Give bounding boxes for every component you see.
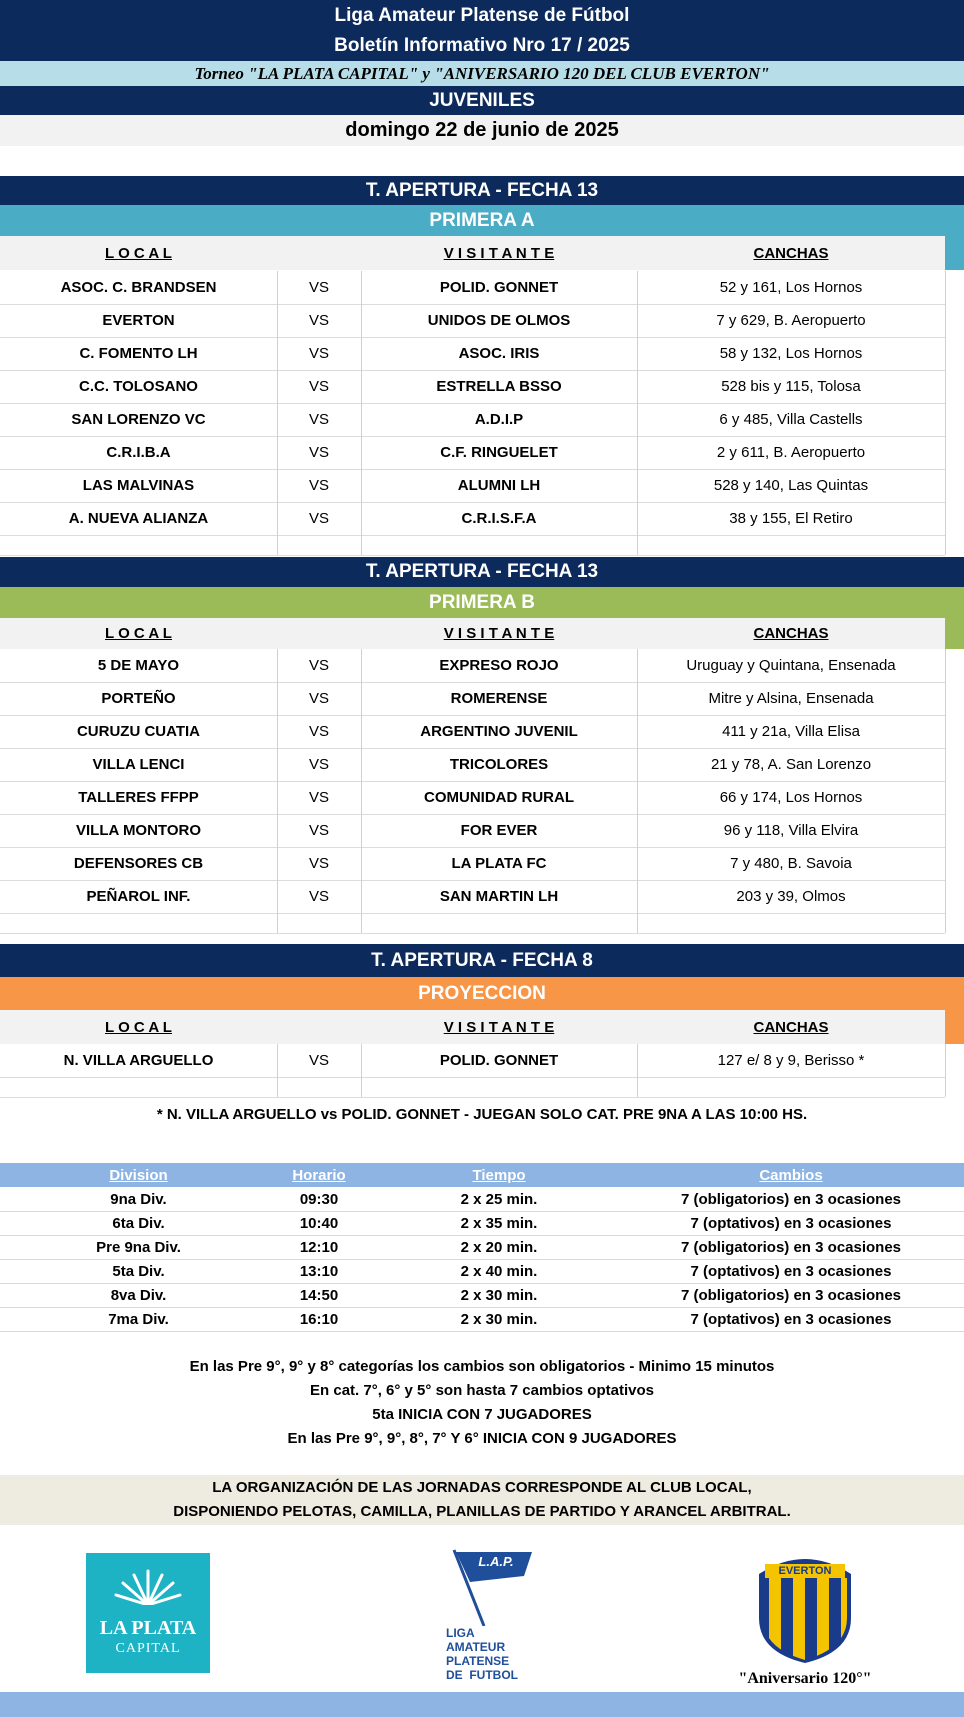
column-divider <box>637 271 638 555</box>
tournament-title: Torneo "LA PLATA CAPITAL" y "ANIVERSARIO 120 DEL CLUB EVERTON" <box>0 61 964 86</box>
division-accent <box>945 618 964 649</box>
column-divider <box>277 649 278 933</box>
vs-label: VS <box>308 477 329 494</box>
visitor-team: EXPRESO ROJO <box>439 657 559 674</box>
match-row <box>0 502 945 536</box>
column-divider <box>945 271 946 555</box>
schedule-duration: 2 x 40 min. <box>460 1262 538 1280</box>
empty-row <box>0 913 945 934</box>
column-header <box>0 1010 945 1044</box>
laplata-logo-line2: CAPITAL <box>115 1641 181 1656</box>
local-team: PORTEÑO <box>101 690 176 707</box>
vs-label: VS <box>308 444 329 461</box>
match-row <box>0 271 945 305</box>
schedule-changes: 7 (obligatorios) en 3 ocasiones <box>680 1238 902 1256</box>
vs-label: VS <box>308 822 329 839</box>
vs-label: VS <box>308 789 329 806</box>
schedule-changes: 7 (optativos) en 3 ocasiones <box>690 1310 892 1328</box>
schedule-time: 13:10 <box>299 1262 339 1280</box>
field-location: 203 y 39, Olmos <box>736 888 846 905</box>
schedule-division: 8va Div. <box>110 1286 167 1304</box>
column-header <box>0 236 945 270</box>
local-team: C. FOMENTO LH <box>79 345 198 362</box>
schedule-duration: 2 x 35 min. <box>460 1214 538 1232</box>
visitor-team: FOR EVER <box>460 822 538 839</box>
column-divider <box>361 271 362 555</box>
local-team: DEFENSORES CB <box>73 855 204 872</box>
match-date: domingo 22 de junio de 2025 <box>0 115 964 146</box>
match-row <box>0 682 945 716</box>
schedule-duration: 2 x 30 min. <box>460 1310 538 1328</box>
column-visitor: V I S I T A N T E <box>443 625 555 642</box>
column-divider <box>361 1044 362 1097</box>
local-team: VILLA MONTORO <box>76 822 201 839</box>
everton-crest-name: EVERTON <box>778 1565 832 1577</box>
match-row <box>0 436 945 470</box>
visitor-team: ASOC. IRIS <box>458 345 540 362</box>
league-title: Liga Amateur Platense de Fútbol <box>0 0 964 31</box>
organization-line: DISPONIENDO PELOTAS, CAMILLA, PLANILLAS DE PARTIDO Y ARANCEL ARBITRAL. <box>173 1503 791 1520</box>
field-location: 7 y 629, B. Aeropuerto <box>716 312 866 329</box>
laplata-capital-logo <box>86 1553 210 1673</box>
rule-line: 5ta INICIA CON 7 JUGADORES <box>372 1406 592 1423</box>
bulletin-number: Boletín Informativo Nro 17 / 2025 <box>0 31 964 61</box>
schedule-col-duration: Tiempo <box>472 1166 526 1184</box>
column-divider <box>277 271 278 555</box>
schedule-time: 12:10 <box>299 1238 339 1256</box>
schedule-division: 9na Div. <box>110 1190 167 1208</box>
field-location: 66 y 174, Los Hornos <box>719 789 863 806</box>
empty-row <box>0 535 945 556</box>
vs-label: VS <box>308 510 329 527</box>
visitor-team: SAN MARTIN LH <box>439 888 559 905</box>
schedule-row <box>0 1211 964 1236</box>
schedule-row <box>0 1259 964 1284</box>
vs-label: VS <box>308 657 329 674</box>
column-divider <box>277 1044 278 1097</box>
field-location: 52 y 161, Los Hornos <box>719 279 863 296</box>
footnote: * N. VILLA ARGUELLO vs POLID. GONNET - JUEGAN SOLO CAT. PRE 9NA A LAS 10:00 HS. <box>156 1106 808 1123</box>
column-divider <box>945 1044 946 1097</box>
schedule-header <box>0 1163 964 1187</box>
laplata-logo-line1: LA PLATA <box>99 1617 197 1639</box>
column-local: L O C A L <box>105 244 172 262</box>
visitor-team: POLID. GONNET <box>439 1052 559 1069</box>
local-team: A. NUEVA ALIANZA <box>68 510 209 527</box>
visitor-team: ESTRELLA BSSO <box>436 378 562 395</box>
rule-line: En cat. 7°, 6° y 5° son hasta 7 cambios optativos <box>310 1382 654 1399</box>
column-visitor: V I S I T A N T E <box>443 1018 555 1036</box>
local-team: C.R.I.B.A <box>106 444 171 461</box>
schedule-division: 6ta Div. <box>112 1214 165 1232</box>
anniversary-caption: "Aniversario 120°" <box>738 1670 872 1687</box>
match-row <box>0 748 945 782</box>
vs-label: VS <box>308 378 329 395</box>
schedule-changes: 7 (optativos) en 3 ocasiones <box>690 1214 892 1232</box>
column-divider <box>637 1044 638 1097</box>
vs-label: VS <box>308 345 329 362</box>
visitor-team: UNIDOS DE OLMOS <box>427 312 571 329</box>
schedule-col-time: Horario <box>292 1166 346 1184</box>
match-row <box>0 781 945 815</box>
schedule-time: 10:40 <box>299 1214 339 1232</box>
footer-bar <box>0 1692 964 1717</box>
match-row <box>0 1044 945 1078</box>
schedule-col-division: Division <box>109 1166 168 1184</box>
local-team: EVERTON <box>102 312 175 329</box>
empty-row <box>0 1077 945 1098</box>
field-location: 6 y 485, Villa Castells <box>719 411 863 428</box>
visitor-team: COMUNIDAD RURAL <box>424 789 574 806</box>
lap-league-logo <box>440 1546 550 1681</box>
field-location: Mitre y Alsina, Ensenada <box>708 690 874 707</box>
field-location: 58 y 132, Los Hornos <box>719 345 863 362</box>
division-accent <box>945 236 964 270</box>
schedule-time: 09:30 <box>299 1190 339 1208</box>
local-team: PEÑAROL INF. <box>86 888 191 905</box>
schedule-duration: 2 x 20 min. <box>460 1238 538 1256</box>
column-fields: CANCHAS <box>753 1018 829 1036</box>
match-row <box>0 304 945 338</box>
schedule-time: 16:10 <box>299 1310 339 1328</box>
visitor-team: C.F. RINGUELET <box>440 444 558 461</box>
field-location: 528 bis y 115, Tolosa <box>721 378 861 395</box>
local-team: N. VILLA ARGUELLO <box>63 1052 214 1069</box>
schedule-duration: 2 x 25 min. <box>460 1190 538 1208</box>
vs-label: VS <box>308 279 329 296</box>
lap-logo-line2: AMATEUR <box>446 1640 506 1654</box>
section-round-title: T. APERTURA - FECHA 13 <box>0 557 964 587</box>
division-title-proyeccion: PROYECCION <box>0 977 964 1010</box>
organization-line: LA ORGANIZACIÓN DE LAS JORNADAS CORRESPONDE AL CLUB LOCAL, <box>212 1479 752 1496</box>
division-title-primera-a: PRIMERA A <box>0 205 964 236</box>
column-divider <box>361 649 362 933</box>
visitor-team: TRICOLORES <box>449 756 549 773</box>
vs-label: VS <box>308 411 329 428</box>
match-row <box>0 880 945 914</box>
category-title: JUVENILES <box>0 86 964 115</box>
match-row <box>0 847 945 881</box>
field-location: 96 y 118, Villa Elvira <box>723 822 859 839</box>
lap-logo-line3: PLATENSE <box>446 1654 510 1668</box>
column-fields: CANCHAS <box>753 625 829 642</box>
local-team: VILLA LENCI <box>92 756 185 773</box>
column-visitor: V I S I T A N T E <box>443 244 555 262</box>
visitor-team: A.D.I.P <box>474 411 524 428</box>
field-location: 2 y 611, B. Aeropuerto <box>716 444 866 461</box>
visitor-team: C.R.I.S.F.A <box>461 510 537 527</box>
schedule-col-changes: Cambios <box>759 1166 823 1184</box>
local-team: CURUZU CUATIA <box>76 723 201 740</box>
lap-logo-line4: DE FUTBOL <box>446 1668 518 1682</box>
field-location: 21 y 78, A. San Lorenzo <box>710 756 872 773</box>
field-location: 411 y 21a, Villa Elisa <box>722 723 860 740</box>
schedule-time: 14:50 <box>299 1286 339 1304</box>
column-local: L O C A L <box>105 1018 172 1036</box>
division-accent <box>945 1010 964 1044</box>
local-team: C.C. TOLOSANO <box>79 378 198 395</box>
schedule-division: 7ma Div. <box>108 1310 169 1328</box>
local-team: ASOC. C. BRANDSEN <box>60 279 217 296</box>
field-location: 7 y 480, B. Savoia <box>730 855 852 872</box>
schedule-duration: 2 x 30 min. <box>460 1286 538 1304</box>
everton-crest <box>755 1548 855 1663</box>
section-round-title: T. APERTURA - FECHA 13 <box>0 176 964 205</box>
visitor-team: LA PLATA FC <box>451 855 547 872</box>
vs-label: VS <box>308 690 329 707</box>
match-row <box>0 403 945 437</box>
column-fields: CANCHAS <box>753 244 829 262</box>
schedule-changes: 7 (optativos) en 3 ocasiones <box>690 1262 892 1280</box>
lap-badge-text: L.A.P. <box>478 1554 514 1569</box>
section-round-title: T. APERTURA - FECHA 8 <box>0 944 964 977</box>
field-location: 38 y 155, El Retiro <box>729 510 853 527</box>
visitor-team: POLID. GONNET <box>439 279 559 296</box>
local-team: SAN LORENZO VC <box>71 411 206 428</box>
match-row <box>0 649 945 683</box>
match-row <box>0 715 945 749</box>
match-row <box>0 469 945 503</box>
vs-label: VS <box>308 1052 329 1069</box>
schedule-division: Pre 9na Div. <box>96 1238 181 1256</box>
visitor-team: ALUMNI LH <box>457 477 541 494</box>
column-divider <box>637 649 638 933</box>
vs-label: VS <box>308 888 329 905</box>
local-team: LAS MALVINAS <box>82 477 195 494</box>
local-team: 5 DE MAYO <box>97 657 180 674</box>
schedule-row <box>0 1187 964 1212</box>
column-divider <box>945 649 946 933</box>
visitor-team: ROMERENSE <box>450 690 548 707</box>
column-local: L O C A L <box>105 625 172 642</box>
vs-label: VS <box>308 723 329 740</box>
rule-line: En las Pre 9°, 9° y 8° categorías los cambios son obligatorios - Minimo 15 minutos <box>189 1358 775 1375</box>
local-team: TALLERES FFPP <box>78 789 199 806</box>
schedule-changes: 7 (obligatorios) en 3 ocasiones <box>680 1190 902 1208</box>
field-location: Uruguay y Quintana, Ensenada <box>686 657 896 674</box>
schedule-row <box>0 1235 964 1260</box>
match-row <box>0 370 945 404</box>
organization-note <box>0 1475 964 1525</box>
lap-logo-line1: LIGA <box>446 1626 475 1640</box>
match-row <box>0 337 945 371</box>
schedule-changes: 7 (obligatorios) en 3 ocasiones <box>680 1286 902 1304</box>
field-location: 528 y 140, Las Quintas <box>713 477 869 494</box>
match-row <box>0 814 945 848</box>
division-title-primera-b: PRIMERA B <box>0 587 964 618</box>
schedule-row <box>0 1283 964 1308</box>
schedule-row <box>0 1307 964 1332</box>
column-header <box>0 618 945 649</box>
schedule-division: 5ta Div. <box>112 1262 165 1280</box>
vs-label: VS <box>308 312 329 329</box>
vs-label: VS <box>308 855 329 872</box>
visitor-team: ARGENTINO JUVENIL <box>420 723 578 740</box>
vs-label: VS <box>308 756 329 773</box>
rule-line: En las Pre 9°, 9°, 8°, 7° Y 6° INICIA CON 9 JUGADORES <box>287 1430 677 1447</box>
field-location: 127 e/ 8 y 9, Berisso * <box>717 1052 865 1069</box>
